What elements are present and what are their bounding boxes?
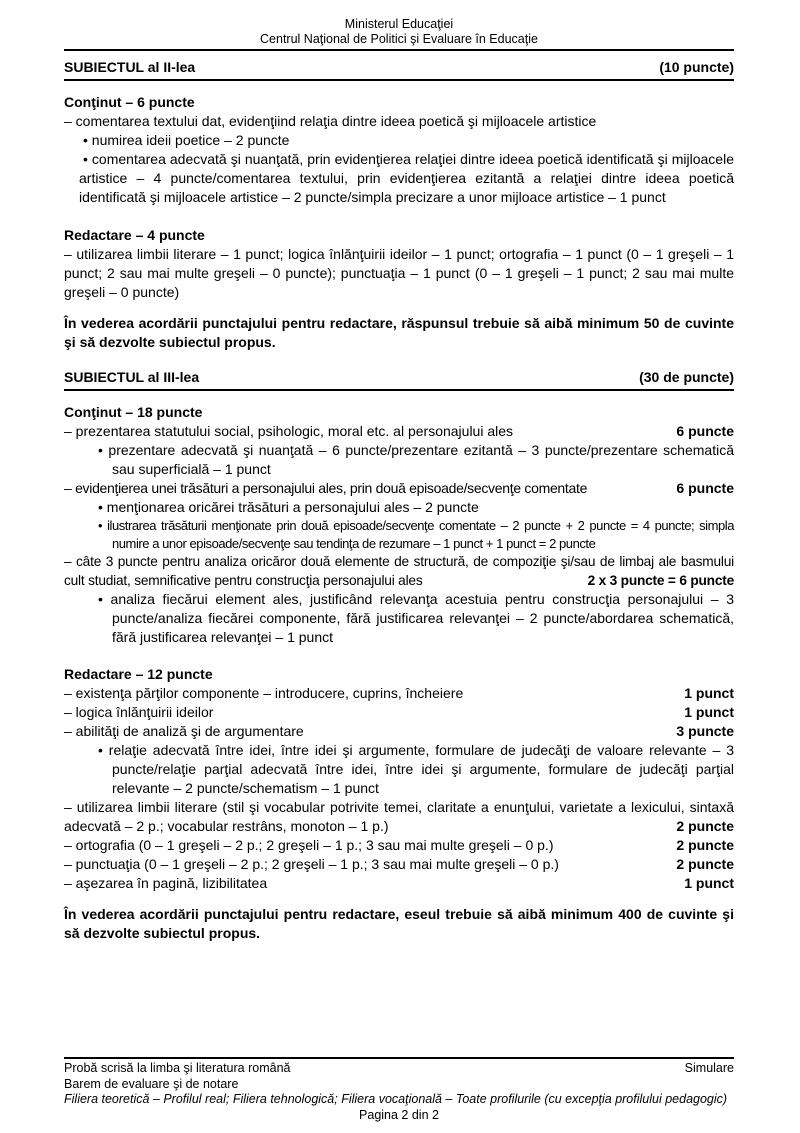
criterion-points: 6 puncte (676, 480, 734, 496)
criterion-points: 2 puncte (676, 837, 734, 853)
redactare-row-5 (64, 836, 734, 855)
subject2-redactare-text: – utilizarea limbii literare – 1 punct; logica înlănţuirii ideilor – 1 punct; ortografia – 1 punct (0 – 1 greşeli – 1 punct; 2 sau mai multe greşeli – 0 puncte); punctuaţia – 1 punct (0 – 1 greşeli – 1 punct; 2 sau mai multe greşeli – 0 puncte) (64, 246, 734, 300)
criterion-text: – existenţa părţilor componente – introducere, cuprins, încheiere (64, 685, 464, 701)
footer-session: Simulare (684, 1061, 734, 1075)
center-name: Centrul Naţional de Politici şi Evaluare în Educaţie (260, 32, 538, 46)
redactare-bullet: • relaţie adecvată între idei, între idei şi argumente, formulare de judecăţi de valoare relevante – 3 puncte/relaţie parţial adecvată între idei, între idei şi argumente, formulare de judecăţi parţial relevante – 2 puncte/schematism – 1 punct (98, 742, 734, 796)
redactare-row-6 (64, 855, 734, 874)
subject2-header (64, 58, 734, 81)
criterion-points: 6 puncte (676, 423, 734, 439)
subject3-bullet-4: • analiza fiecărui element ales, justificând relevanţa acestuia pentru construcţia personajului – 3 puncte/analiza fiecărei componente, fără justificarea relevanţei – 2 puncte/abordarea schematică, fără justificarea relevanţei – 1 punct (98, 591, 734, 645)
criterion-points: 3 puncte (676, 723, 734, 739)
subject2-note: În vederea acordării punctajului pentru redactare, răspunsul trebuie să aibă minimum 50 de cuvinte şi să dezvolte subiectul propus. (64, 315, 734, 350)
redactare-row-3 (64, 722, 734, 741)
footer-filiera: Filiera teoretică – Profilul real; Filiera tehnologică; Filiera vocaţională – Toate profilurile (cu excepţia profilului pedagogic) (64, 1092, 728, 1106)
subject2-content-heading: Conţinut – 6 puncte (64, 94, 195, 110)
criterion-text: – utilizarea limbii literare (stil şi vocabular potrivite temei, claritate a enunţului, varietate a lexicului, sintaxă adecvată – 2 p.; vocabular restrâns, monoton – 1 p.) (64, 799, 734, 834)
redactare-row-7 (64, 874, 734, 893)
criterion-text: – punctuaţia (0 – 1 greşeli – 2 p.; 2 greşeli – 1 p.; 3 sau mai multe greşeli – 0 p.) (64, 856, 559, 872)
criterion-text: – prezentarea statutului social, psihologic, moral etc. al personajului ales (64, 423, 514, 439)
subject3-header (64, 368, 734, 391)
redactare-row-1 (64, 684, 734, 703)
redactare-row-4 (64, 798, 734, 836)
subject3-redactare-heading: Redactare – 12 puncte (64, 666, 213, 682)
subject2-bullet-2: • comentarea adecvată şi nuanţată, prin evidenţierea relaţiei dintre ideea poetică identificată şi mijloacele artistice – 4 puncte/comentarea textului, prin evidenţierea ezitantă a relaţiei dintre ideea poetică identificată şi mijloacele artistice – 2 puncte/simpla precizare a unor mijloace artistice – 1 punct (79, 151, 734, 205)
subject3-bullet-1: • prezentare adecvată şi nuanţată – 6 puncte/prezentare ezitantă – 3 puncte/prezentare schematică sau superficială – 1 punct (98, 442, 734, 477)
criterion-points: 1 punct (684, 875, 734, 891)
subject3-bullet-3: • ilustrarea trăsăturii menţionate prin două episoade/secvenţe comentate – 2 puncte + 2 puncte = 4 puncte; simpla numire a unor episoade/secvenţe sau tendinţa de rezumare – 1 punct + 1 punct = 2 puncte (98, 518, 734, 551)
subject2-bullet-1: • numirea ideii poetice – 2 puncte (83, 132, 290, 148)
criterion-text: – ortografia (0 – 1 greşeli – 2 p.; 2 greşeli – 1 p.; 3 sau mai multe greşeli – 0 p.) (64, 837, 554, 853)
criterion-text: – logica înlănţuirii ideilor (64, 704, 214, 720)
subject2-points: (10 puncte) (659, 59, 734, 75)
footer-page-number: Pagina 2 din 2 (359, 1107, 439, 1122)
criterion-points: 2 puncte (670, 817, 734, 836)
criterion-text: – evidenţierea unei trăsături a personajului ales, prin două episoade/secvenţe comentate (64, 480, 588, 496)
subject3-bullet-2: • menţionarea oricărei trăsături a personajului ales – 2 puncte (98, 499, 479, 515)
subject3-criterion-3 (64, 552, 734, 590)
redactare-row-2 (64, 703, 734, 722)
criterion-text: – aşezarea în pagină, lizibilitatea (64, 875, 268, 891)
ministry-name: Ministerul Educaţiei (344, 17, 454, 31)
document-footer (64, 1057, 734, 1123)
footer-row-1 (64, 1061, 734, 1077)
subject3-title: SUBIECTUL al III-lea (64, 369, 200, 385)
subject3-criterion-2 (64, 479, 734, 498)
subject2-title: SUBIECTUL al II-lea (64, 59, 196, 75)
footer-doc-type: Barem de evaluare şi de notare (64, 1076, 239, 1091)
criterion-points: 2 puncte (676, 856, 734, 872)
subject3-criterion-1 (64, 422, 734, 441)
criterion-points: 1 punct (684, 704, 734, 720)
subject2-redactare-heading: Redactare – 4 puncte (64, 227, 205, 243)
criterion-text: – câte 3 puncte pentru analiza oricăror două elemente de structură, de compoziţie şi/sau de limbaj ale basmului cult studiat, semnificative pentru construcţia personajului ales (64, 554, 734, 588)
subject2-criterion: – comentarea textului dat, evidenţiind relaţia dintre ideea poetică şi mijloacele artistice (64, 113, 597, 129)
document-header (64, 17, 734, 51)
footer-exam-name: Probă scrisă la limba şi literatura română (64, 1061, 291, 1075)
subject3-note: În vederea acordării punctajului pentru redactare, eseul trebuie să aibă minimum 400 de cuvinte şi să dezvolte subiectul propus. (64, 906, 734, 941)
subject3-points: (30 de puncte) (639, 369, 734, 385)
criterion-points: 2 x 3 puncte = 6 puncte (582, 571, 734, 590)
criterion-text: – abilităţi de analiză şi de argumentare (64, 723, 304, 739)
criterion-points: 1 punct (684, 685, 734, 701)
subject3-content-heading: Conţinut – 18 puncte (64, 404, 203, 420)
